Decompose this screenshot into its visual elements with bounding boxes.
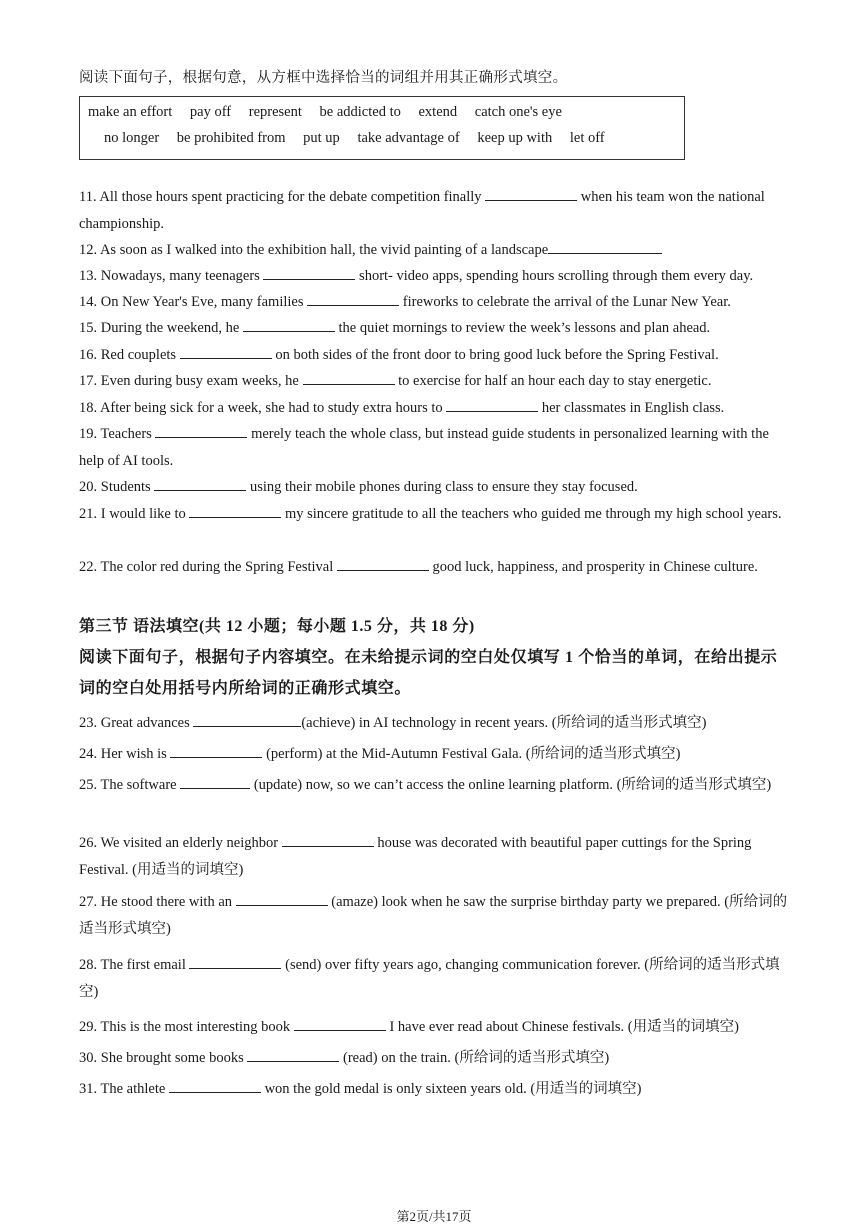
- question-text: when his team won the national championship.: [79, 189, 765, 232]
- answer-blank[interactable]: [180, 774, 250, 789]
- question-text: fireworks to celebrate the arrival of the Lunar New Year.: [399, 294, 731, 310]
- question-text: (read) on the train. (所给词的适当形式填空): [339, 1050, 610, 1066]
- question-text: (amaze) look when he saw the surprise birthday party we prepared. (所给词的适当形式填空): [79, 894, 788, 937]
- question-text: 11. All those hours spent practicing for the debate competition finally: [79, 189, 486, 205]
- question-text: 17. Even during busy exam weeks, he: [79, 373, 303, 389]
- word-box-row-1: [88, 104, 576, 121]
- question-19: [79, 421, 791, 474]
- answer-blank[interactable]: [282, 832, 374, 847]
- question-text: I have ever read about Chinese festivals. (用适当的词填空): [385, 1019, 739, 1035]
- question-31: [79, 1076, 791, 1103]
- phrase: be prohibited from: [176, 130, 286, 146]
- phrase: take advantage of: [357, 130, 460, 146]
- question-text: won the gold medal is only sixteen years old. (用适当的词填空): [260, 1081, 642, 1097]
- section-title: 第三节 语法填空(共 12 小题；每小题 1.5 分，共 18 分): [79, 618, 475, 635]
- question-26: [79, 830, 791, 883]
- question-text: 31. The athlete: [79, 1081, 169, 1097]
- question-13: [79, 263, 791, 290]
- question-text: 29. This is the most interesting book: [79, 1019, 294, 1035]
- question-22: [79, 554, 791, 581]
- word-box: [79, 96, 685, 160]
- question-text: 25. The software: [79, 777, 181, 793]
- answer-blank[interactable]: [193, 712, 301, 727]
- answer-blank[interactable]: [189, 954, 281, 969]
- phrase: pay off: [189, 104, 232, 120]
- answer-blank[interactable]: [446, 397, 538, 412]
- question-text: 26. We visited an elderly neighbor: [79, 835, 282, 851]
- question-14: [79, 289, 791, 316]
- question-text: on both sides of the front door to bring good luck before the Spring Festival.: [271, 347, 719, 363]
- question-24: [79, 741, 791, 768]
- answer-blank[interactable]: [243, 317, 335, 332]
- question-text: 28. The first email: [79, 957, 190, 973]
- question-text: 14. On New Year's Eve, many families: [79, 294, 308, 310]
- question-text: the quiet mornings to review the week’s lessons and plan ahead.: [334, 320, 711, 336]
- question-15: [79, 315, 791, 342]
- question-text: 30. She brought some books: [79, 1050, 248, 1066]
- question-text: 23. Great advances: [79, 715, 194, 731]
- answer-blank[interactable]: [337, 556, 429, 571]
- question-text: 27. He stood there with an: [79, 894, 236, 910]
- question-29: [79, 1014, 791, 1041]
- question-text: my sincere gratitude to all the teachers who guided me through my high school years.: [281, 506, 782, 522]
- question-11: [79, 184, 791, 237]
- phrase: no longer: [104, 130, 160, 146]
- question-text: 16. Red couplets: [79, 347, 180, 363]
- question-text: 15. During the weekend, he: [79, 320, 243, 336]
- answer-blank[interactable]: [263, 265, 355, 280]
- question-text: (perform) at the Mid-Autumn Festival Gala. (所给词的适当形式填空): [262, 746, 681, 762]
- question-text: merely teach the whole class, but instead guide students in personalized learning with the help of AI tools.: [79, 426, 769, 469]
- question-text: good luck, happiness, and prosperity in Chinese culture.: [428, 559, 758, 575]
- question-text: (achieve) in AI technology in recent years. (所给词的适当形式填空): [301, 715, 707, 731]
- instruction-text: 阅读下面句子，根据句意，从方框中选择恰当的词组并用其正确形式填空。: [79, 70, 568, 86]
- question-16: [79, 342, 791, 369]
- answer-blank[interactable]: [303, 370, 395, 385]
- answer-blank[interactable]: [247, 1047, 339, 1062]
- question-text: 20. Students: [79, 479, 155, 495]
- question-text: 24. Her wish is: [79, 746, 171, 762]
- word-box-row-2: [104, 130, 619, 147]
- question-text: her classmates in English class.: [538, 400, 725, 416]
- phrase: represent: [248, 104, 302, 120]
- answer-blank[interactable]: [189, 503, 281, 518]
- question-30: [79, 1045, 791, 1072]
- question-text: house was decorated with beautiful paper cuttings for the Spring Festival. (用适当的词填空): [79, 835, 752, 878]
- answer-blank[interactable]: [155, 423, 247, 438]
- question-text: using their mobile phones during class to ensure they stay focused.: [246, 479, 638, 495]
- section-instruction: 阅读下面句子，根据句子内容填空。在未给提示词的空白处仅填写 1 个恰当的单词，在给出提示词的空白处用括号内所给词的正确形式填空。: [79, 649, 778, 697]
- question-text: 12. As soon as I walked into the exhibition hall, the vivid painting of a landscape: [79, 242, 549, 258]
- question-25: [79, 772, 791, 799]
- question-28: [79, 952, 791, 1005]
- question-text: (send) over fifty years ago, changing communication forever. (所给词的适当形式填空): [79, 957, 780, 1000]
- phrase: make an effort: [88, 104, 173, 120]
- answer-blank[interactable]: [170, 743, 262, 758]
- answer-blank[interactable]: [548, 239, 662, 254]
- answer-blank[interactable]: [307, 291, 399, 306]
- answer-blank[interactable]: [180, 344, 272, 359]
- phrase: be addicted to: [319, 104, 401, 120]
- question-18: [79, 395, 791, 422]
- phrase: put up: [303, 130, 340, 146]
- question-21: [79, 501, 791, 528]
- phrase: let off: [569, 130, 605, 146]
- answer-blank[interactable]: [485, 186, 577, 201]
- page-number: 第2页/共17页: [396, 1209, 472, 1224]
- answer-blank[interactable]: [169, 1078, 261, 1093]
- answer-blank[interactable]: [154, 476, 246, 491]
- answer-blank[interactable]: [294, 1016, 386, 1031]
- question-27: [79, 889, 791, 942]
- question-text: short- video apps, spending hours scrolling through them every day.: [355, 268, 754, 284]
- question-text: 21. I would like to: [79, 506, 190, 522]
- phrase: catch one's eye: [474, 104, 562, 120]
- phrase: extend: [418, 104, 458, 120]
- phrase: keep up with: [477, 130, 553, 146]
- question-text: (update) now, so we can’t access the online learning platform. (所给词的适当形式填空): [250, 777, 772, 793]
- question-text: 22. The color red during the Spring Festival: [79, 559, 337, 575]
- question-12: [79, 237, 791, 264]
- question-20: [79, 474, 791, 501]
- question-text: to exercise for half an hour each day to stay energetic.: [394, 373, 712, 389]
- question-text: 19. Teachers: [79, 426, 156, 442]
- question-text: 13. Nowadays, many teenagers: [79, 268, 264, 284]
- question-text: 18. After being sick for a week, she had to study extra hours to: [79, 400, 447, 416]
- answer-blank[interactable]: [236, 891, 328, 906]
- question-17: [79, 368, 791, 395]
- question-23: [79, 710, 791, 737]
